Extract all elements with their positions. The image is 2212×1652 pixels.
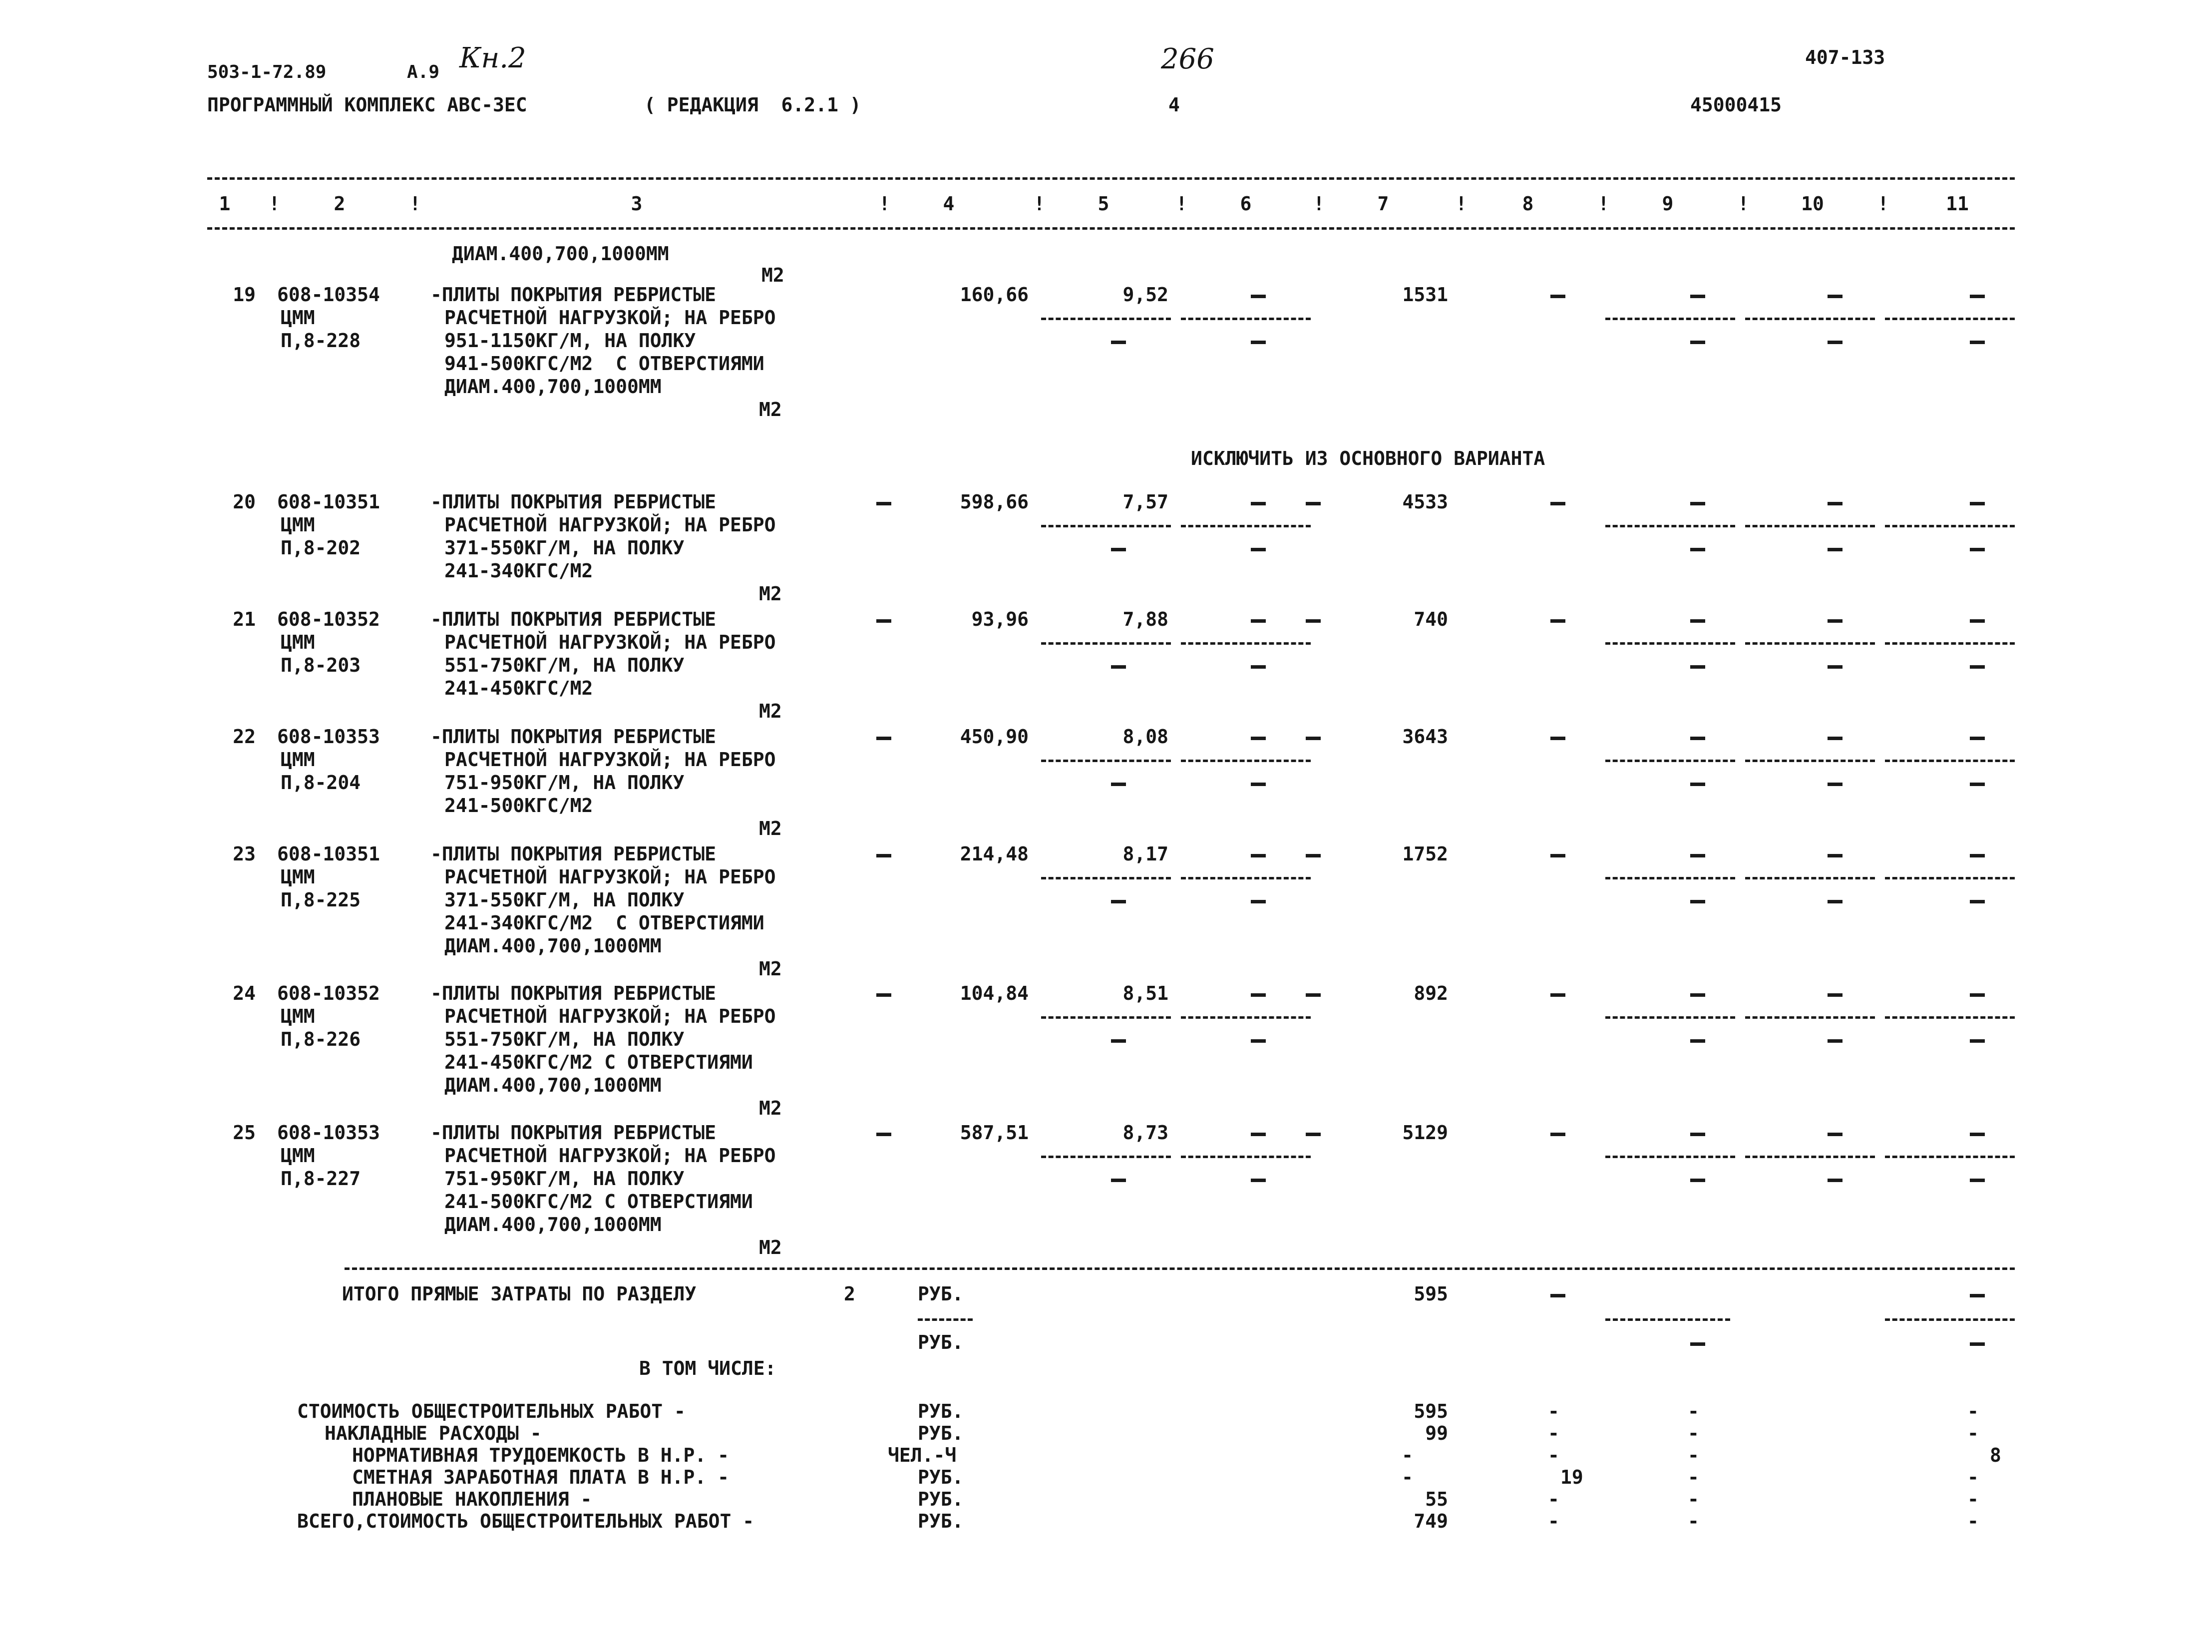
underline-rule xyxy=(1745,642,1875,645)
description-line: 751-950КГ/М, НА ПОЛКУ xyxy=(444,772,685,794)
summary-col11: - xyxy=(1967,1488,1979,1510)
underline-rule xyxy=(1885,642,2015,645)
price-reference: П,8-204 xyxy=(281,772,361,794)
empty-value-dash xyxy=(1550,502,1565,505)
col-separator: ! xyxy=(269,193,280,215)
total-cost: 1531 xyxy=(1402,284,1448,306)
empty-value-dash xyxy=(1550,619,1565,623)
summary-col8: - xyxy=(1548,1400,1559,1422)
underline-rule xyxy=(1745,1016,1875,1019)
summary-col7: - xyxy=(1402,1466,1413,1488)
underline-rule xyxy=(1605,318,1735,320)
edition-label: ( РЕДАКЦИЯ 6.2.1 ) xyxy=(644,94,861,116)
empty-value-dash xyxy=(876,854,891,857)
underline-rule xyxy=(1745,525,1875,527)
empty-value-dash xyxy=(1828,665,1843,669)
description-line: 941-500КГС/М2 С ОТВЕРСТИЯМИ xyxy=(444,353,764,375)
underline-rule xyxy=(1885,525,2015,527)
row-number: 23 xyxy=(233,843,256,865)
underline-rule xyxy=(1745,877,1875,879)
underline-rule xyxy=(1885,318,2015,320)
col-header-8: 8 xyxy=(1522,193,1534,215)
description-line: 241-500КГС/М2 xyxy=(444,795,593,817)
empty-value-dash xyxy=(1970,783,1985,786)
continued-text: ДИАМ.400,700,1000ММ xyxy=(452,243,669,265)
underline-rule xyxy=(1041,1016,1171,1019)
description-line: ДИАМ.400,700,1000ММ xyxy=(444,1074,662,1096)
empty-value-dash xyxy=(1111,1179,1126,1182)
empty-value-dash xyxy=(876,737,891,740)
empty-value-dash xyxy=(1550,1133,1565,1136)
quantity: 598,66 xyxy=(960,491,1029,513)
description-line: РАСЧЕТНОЙ НАГРУЗКОЙ; НА РЕБРО xyxy=(444,631,776,653)
empty-value-dash xyxy=(1306,993,1321,997)
empty-value-dash xyxy=(1251,993,1266,997)
row-number: 19 xyxy=(233,284,256,306)
underline-rule xyxy=(1041,318,1171,320)
total-cost: 5129 xyxy=(1402,1122,1448,1144)
description-line: 751-950КГ/М, НА ПОЛКУ xyxy=(444,1168,685,1190)
summary-col9: - xyxy=(1688,1488,1699,1510)
col-header-9: 9 xyxy=(1662,193,1674,215)
unit-price: 8,73 xyxy=(1122,1122,1168,1144)
col-separator: ! xyxy=(409,193,421,215)
summary-label: ПЛАНОВЫЕ НАКОПЛЕНИЯ - xyxy=(352,1488,592,1510)
summary-rule xyxy=(345,1267,2015,1270)
empty-value-dash xyxy=(1251,619,1266,623)
empty-value-dash xyxy=(1251,900,1266,903)
col-separator: ! xyxy=(1456,193,1467,215)
unit-price: 9,52 xyxy=(1122,284,1168,306)
underline-rule xyxy=(1605,642,1735,645)
empty-value-dash xyxy=(1251,548,1266,551)
summary-col11: - xyxy=(1967,1400,1979,1422)
summary-col7: 595 xyxy=(1414,1400,1448,1422)
underline-rule xyxy=(1605,1016,1735,1019)
empty-value-dash xyxy=(1690,993,1705,997)
empty-value-dash xyxy=(1251,341,1266,344)
underline-rule xyxy=(1745,760,1875,762)
empty-value-dash xyxy=(1251,295,1266,298)
summary-unit: РУБ. xyxy=(918,1400,964,1422)
description-line: -ПЛИТЫ ПОКРЫТИЯ РЕБРИСТЫЕ xyxy=(430,726,716,748)
resource-code: 608-10353 xyxy=(277,1122,380,1144)
empty-value-dash xyxy=(1690,1039,1705,1043)
album-label: А.9 xyxy=(407,62,440,82)
project-code: 503-1-72.89 xyxy=(207,62,327,82)
underline-rule xyxy=(1181,877,1311,879)
description-line: 241-450КГС/М2 xyxy=(444,677,593,699)
unit-of-measure: М2 xyxy=(759,399,782,420)
empty-value-dash xyxy=(1970,1133,1985,1136)
summary-unit: РУБ. xyxy=(918,1466,964,1488)
summary-unit: ЧЕЛ.-Ч xyxy=(888,1444,957,1466)
price-reference: П,8-203 xyxy=(281,654,361,676)
summary-col7: 99 xyxy=(1425,1422,1448,1444)
continued-unit: М2 xyxy=(761,264,784,286)
empty-value-dash xyxy=(1690,665,1705,669)
empty-value-dash xyxy=(1970,900,1985,903)
description-line: 241-340КГС/М2 С ОТВЕРСТИЯМИ xyxy=(444,912,764,934)
empty-value-dash xyxy=(1828,993,1843,997)
sheet-number: 4 xyxy=(1168,94,1180,116)
empty-value-dash xyxy=(1550,854,1565,857)
resource-subcode: ЦММ xyxy=(281,631,315,653)
empty-value-dash xyxy=(1828,548,1843,551)
underline-rule xyxy=(1885,1156,2015,1158)
price-reference: П,8-225 xyxy=(281,889,361,911)
summary-col11: - xyxy=(1967,1466,1979,1488)
row-number: 25 xyxy=(233,1122,256,1144)
underline-rule xyxy=(1745,318,1875,320)
resource-code: 608-10351 xyxy=(277,843,380,865)
empty-value-dash xyxy=(1690,619,1705,623)
underline-rule xyxy=(1745,1156,1875,1158)
empty-value-dash xyxy=(1111,548,1126,551)
price-reference: П,8-202 xyxy=(281,537,361,559)
description-line: РАСЧЕТНОЙ НАГРУЗКОЙ; НА РЕБРО xyxy=(444,307,776,329)
description-line: ДИАМ.400,700,1000ММ xyxy=(444,1214,662,1236)
underline-rule xyxy=(1041,525,1171,527)
section-heading: ИСКЛЮЧИТЬ ИЗ ОСНОВНОГО ВАРИАНТА xyxy=(1191,447,1545,469)
direct-costs-total: 595 xyxy=(1414,1283,1448,1305)
resource-subcode: ЦММ xyxy=(281,749,315,771)
empty-value-dash xyxy=(1306,502,1321,505)
empty-value-dash xyxy=(1690,854,1705,857)
description-line: 551-750КГ/М, НА ПОЛКУ xyxy=(444,1028,685,1050)
col-header-2: 2 xyxy=(334,193,346,215)
summary-col7: 55 xyxy=(1425,1488,1448,1510)
col-separator: ! xyxy=(1877,193,1889,215)
quantity: 160,66 xyxy=(960,284,1029,306)
summary-col8: - xyxy=(1548,1510,1559,1532)
description-line: РАСЧЕТНОЙ НАГРУЗКОЙ; НА РЕБРО xyxy=(444,514,776,536)
description-line: 951-1150КГ/М, НА ПОЛКУ xyxy=(444,330,696,352)
underline-rule xyxy=(1885,877,2015,879)
empty-value-dash xyxy=(1828,295,1843,298)
unit-price: 7,88 xyxy=(1122,608,1168,630)
summary-col8: - xyxy=(1548,1488,1559,1510)
price-reference: П,8-227 xyxy=(281,1168,361,1190)
underline-rule xyxy=(1605,525,1735,527)
total-cost: 892 xyxy=(1414,982,1448,1004)
empty-value-dash xyxy=(1550,993,1565,997)
empty-value-dash xyxy=(1828,619,1843,623)
col-header-3: 3 xyxy=(631,193,643,215)
col-separator: ! xyxy=(1598,193,1609,215)
direct-costs-label: ИТОГО ПРЯМЫЕ ЗАТРАТЫ ПО РАЗДЕЛУ xyxy=(342,1283,697,1305)
currency-label: РУБ. xyxy=(918,1331,964,1353)
including-label: В ТОМ ЧИСЛЕ: xyxy=(639,1357,776,1379)
unit-of-measure: М2 xyxy=(759,1097,782,1119)
resource-code: 608-10352 xyxy=(277,608,380,630)
col-header-7: 7 xyxy=(1377,193,1389,215)
underline-rule xyxy=(1181,525,1311,527)
empty-value-dash xyxy=(1970,1294,1985,1297)
underline-rule xyxy=(1181,318,1311,320)
currency-label: РУБ. xyxy=(918,1283,964,1305)
empty-value-dash xyxy=(1970,1342,1985,1346)
empty-value-dash xyxy=(1828,1133,1843,1136)
empty-value-dash xyxy=(1828,341,1843,344)
unit-of-measure: М2 xyxy=(759,700,782,722)
resource-code: 608-10354 xyxy=(277,284,380,306)
empty-value-dash xyxy=(1550,295,1565,298)
resource-code: 608-10351 xyxy=(277,491,380,513)
empty-value-dash xyxy=(1970,1039,1985,1043)
col-separator: ! xyxy=(1176,193,1187,215)
underline-rule xyxy=(1181,642,1311,645)
unit-of-measure: М2 xyxy=(759,1237,782,1258)
empty-value-dash xyxy=(1970,548,1985,551)
empty-value-dash xyxy=(1251,1133,1266,1136)
empty-value-dash xyxy=(1111,783,1126,786)
description-line: 241-340КГС/М2 xyxy=(444,560,593,582)
empty-value-dash xyxy=(876,1133,891,1136)
table-header-rule xyxy=(207,227,2015,230)
section-number: 2 xyxy=(844,1283,855,1305)
summary-unit: РУБ. xyxy=(918,1488,964,1510)
empty-value-dash xyxy=(1828,854,1843,857)
description-line: РАСЧЕТНОЙ НАГРУЗКОЙ; НА РЕБРО xyxy=(444,749,776,771)
resource-code: 608-10353 xyxy=(277,726,380,748)
description-line: РАСЧЕТНОЙ НАГРУЗКОЙ; НА РЕБРО xyxy=(444,866,776,888)
description-line: -ПЛИТЫ ПОКРЫТИЯ РЕБРИСТЫЕ xyxy=(430,284,716,306)
total-cost: 1752 xyxy=(1402,843,1448,865)
empty-value-dash xyxy=(1251,502,1266,505)
description-line: РАСЧЕТНОЙ НАГРУЗКОЙ; НА РЕБРО xyxy=(444,1005,776,1027)
quantity: 214,48 xyxy=(960,843,1029,865)
empty-value-dash xyxy=(876,993,891,997)
empty-value-dash xyxy=(1306,619,1321,623)
empty-value-dash xyxy=(1690,900,1705,903)
resource-subcode: ЦММ xyxy=(281,1005,315,1027)
empty-value-dash xyxy=(1690,737,1705,740)
underline-rule xyxy=(918,1318,973,1321)
empty-value-dash xyxy=(1828,502,1843,505)
row-number: 24 xyxy=(233,982,256,1004)
description-line: 241-500КГС/М2 С ОТВЕРСТИЯМИ xyxy=(444,1191,753,1213)
col-header-6: 6 xyxy=(1240,193,1252,215)
col-separator: ! xyxy=(1738,193,1749,215)
summary-col8: 19 xyxy=(1560,1466,1583,1488)
underline-rule xyxy=(1041,760,1171,762)
empty-value-dash xyxy=(1690,1133,1705,1136)
summary-col9: - xyxy=(1688,1400,1699,1422)
empty-value-dash xyxy=(1970,502,1985,505)
empty-value-dash xyxy=(1111,341,1126,344)
quantity: 587,51 xyxy=(960,1122,1029,1144)
summary-col8: - xyxy=(1548,1422,1559,1444)
description-line: -ПЛИТЫ ПОКРЫТИЯ РЕБРИСТЫЕ xyxy=(430,982,716,1004)
empty-value-dash xyxy=(1251,854,1266,857)
empty-value-dash xyxy=(1828,1179,1843,1182)
underline-rule xyxy=(1041,1156,1171,1158)
empty-value-dash xyxy=(1970,665,1985,669)
empty-value-dash xyxy=(1970,854,1985,857)
summary-label: ВСЕГО,СТОИМОСТЬ ОБЩЕСТРОИТЕЛЬНЫХ РАБОТ - xyxy=(297,1510,754,1532)
description-line: -ПЛИТЫ ПОКРЫТИЯ РЕБРИСТЫЕ xyxy=(430,1122,716,1144)
row-number: 21 xyxy=(233,608,256,630)
empty-value-dash xyxy=(1828,1039,1843,1043)
empty-value-dash xyxy=(1690,783,1705,786)
resource-subcode: ЦММ xyxy=(281,307,315,329)
underline-rule xyxy=(1605,760,1735,762)
empty-value-dash xyxy=(1690,1179,1705,1182)
quantity: 450,90 xyxy=(960,726,1029,748)
description-line: ДИАМ.400,700,1000ММ xyxy=(444,376,662,398)
description-line: 371-550КГ/М, НА ПОЛКУ xyxy=(444,537,685,559)
underline-rule xyxy=(1605,1156,1735,1158)
empty-value-dash xyxy=(1828,737,1843,740)
empty-value-dash xyxy=(1690,548,1705,551)
col-header-4: 4 xyxy=(943,193,955,215)
empty-value-dash xyxy=(876,502,891,505)
unit-price: 8,51 xyxy=(1122,982,1168,1004)
underline-rule xyxy=(1041,642,1171,645)
empty-value-dash xyxy=(1111,1039,1126,1043)
summary-col9: - xyxy=(1688,1422,1699,1444)
underline-rule xyxy=(1885,760,2015,762)
empty-value-dash xyxy=(1828,783,1843,786)
empty-value-dash xyxy=(876,619,891,623)
description-line: 241-450КГС/М2 С ОТВЕРСТИЯМИ xyxy=(444,1051,753,1073)
empty-value-dash xyxy=(1306,1133,1321,1136)
resource-subcode: ЦММ xyxy=(281,514,315,536)
summary-unit: РУБ. xyxy=(918,1510,964,1532)
empty-value-dash xyxy=(1550,1294,1565,1297)
total-cost: 740 xyxy=(1414,608,1448,630)
summary-col11: 8 xyxy=(1990,1444,2001,1466)
row-number: 22 xyxy=(233,726,256,748)
resource-code: 608-10352 xyxy=(277,982,380,1004)
col-header-1: 1 xyxy=(219,193,231,215)
col-separator: ! xyxy=(1034,193,1045,215)
summary-label: НАКЛАДНЫЕ РАСХОДЫ - xyxy=(325,1422,542,1444)
document-number: 407-133 xyxy=(1805,46,1885,68)
empty-value-dash xyxy=(1111,900,1126,903)
empty-value-dash xyxy=(1690,502,1705,505)
empty-value-dash xyxy=(1970,993,1985,997)
price-reference: П,8-226 xyxy=(281,1028,361,1050)
total-cost: 4533 xyxy=(1402,491,1448,513)
row-number: 20 xyxy=(233,491,256,513)
resource-subcode: ЦММ xyxy=(281,866,315,888)
summary-col9: - xyxy=(1688,1444,1699,1466)
underline-rule xyxy=(1181,1016,1311,1019)
empty-value-dash xyxy=(1251,665,1266,669)
col-header-11: 11 xyxy=(1946,193,1969,215)
summary-label: СТОИМОСТЬ ОБЩЕСТРОИТЕЛЬНЫХ РАБОТ - xyxy=(297,1400,686,1422)
quantity: 93,96 xyxy=(971,608,1029,630)
underline-rule xyxy=(1181,760,1311,762)
summary-col11: - xyxy=(1967,1422,1979,1444)
unit-of-measure: М2 xyxy=(759,583,782,605)
summary-col7: - xyxy=(1402,1444,1413,1466)
underline-rule xyxy=(1605,877,1735,879)
underline-rule xyxy=(1181,1156,1311,1158)
summary-col8: - xyxy=(1548,1444,1559,1466)
empty-value-dash xyxy=(1251,1039,1266,1043)
underline-rule xyxy=(1885,1016,2015,1019)
description-line: РАСЧЕТНОЙ НАГРУЗКОЙ; НА РЕБРО xyxy=(444,1145,776,1167)
summary-col11: - xyxy=(1967,1510,1979,1532)
col-header-5: 5 xyxy=(1098,193,1109,215)
col-separator: ! xyxy=(1313,193,1325,215)
book-label: Кн.2 xyxy=(459,42,526,74)
underline-rule xyxy=(1041,877,1171,879)
description-line: -ПЛИТЫ ПОКРЫТИЯ РЕБРИСТЫЕ xyxy=(430,491,716,513)
unit-price: 8,17 xyxy=(1122,843,1168,865)
empty-value-dash xyxy=(1251,1179,1266,1182)
table-top-rule xyxy=(207,177,2015,180)
summary-label: СМЕТНАЯ ЗАРАБОТНАЯ ПЛАТА В Н.Р. - xyxy=(352,1466,729,1488)
unit-price: 8,08 xyxy=(1122,726,1168,748)
summary-col9: - xyxy=(1688,1510,1699,1532)
summary-unit: РУБ. xyxy=(918,1422,964,1444)
underline-rule xyxy=(1605,1318,1730,1321)
empty-value-dash xyxy=(1111,665,1126,669)
empty-value-dash xyxy=(1690,295,1705,298)
description-line: -ПЛИТЫ ПОКРЫТИЯ РЕБРИСТЫЕ xyxy=(430,608,716,630)
total-cost: 3643 xyxy=(1402,726,1448,748)
empty-value-dash xyxy=(1251,783,1266,786)
description-line: ДИАМ.400,700,1000ММ xyxy=(444,935,662,957)
resource-subcode: ЦММ xyxy=(281,1145,315,1167)
description-line: 551-750КГ/М, НА ПОЛКУ xyxy=(444,654,685,676)
empty-value-dash xyxy=(1970,295,1985,298)
summary-col9: - xyxy=(1688,1466,1699,1488)
summary-col7: 749 xyxy=(1414,1510,1448,1532)
description-line: 371-550КГ/М, НА ПОЛКУ xyxy=(444,889,685,911)
empty-value-dash xyxy=(1970,737,1985,740)
quantity: 104,84 xyxy=(960,982,1029,1004)
empty-value-dash xyxy=(1550,737,1565,740)
col-separator: ! xyxy=(879,193,890,215)
unit-of-measure: М2 xyxy=(759,958,782,980)
price-reference: П,8-228 xyxy=(281,330,361,352)
col-header-10: 10 xyxy=(1801,193,1824,215)
empty-value-dash xyxy=(1306,737,1321,740)
empty-value-dash xyxy=(1970,619,1985,623)
empty-value-dash xyxy=(1828,900,1843,903)
empty-value-dash xyxy=(1690,341,1705,344)
empty-value-dash xyxy=(1970,341,1985,344)
document-code: 45000415 xyxy=(1690,94,1782,116)
empty-value-dash xyxy=(1690,1342,1705,1346)
handwritten-page-number: 266 xyxy=(1161,43,1214,75)
empty-value-dash xyxy=(1306,854,1321,857)
underline-rule xyxy=(1885,1318,2015,1321)
summary-label: НОРМАТИВНАЯ ТРУДОЕМКОСТЬ В Н.Р. - xyxy=(352,1444,729,1466)
description-line: -ПЛИТЫ ПОКРЫТИЯ РЕБРИСТЫЕ xyxy=(430,843,716,865)
program-title: ПРОГРАММНЫЙ КОМПЛЕКС АВС-3ЕС xyxy=(207,94,527,116)
unit-of-measure: М2 xyxy=(759,818,782,839)
unit-price: 7,57 xyxy=(1122,491,1168,513)
empty-value-dash xyxy=(1970,1179,1985,1182)
empty-value-dash xyxy=(1251,737,1266,740)
